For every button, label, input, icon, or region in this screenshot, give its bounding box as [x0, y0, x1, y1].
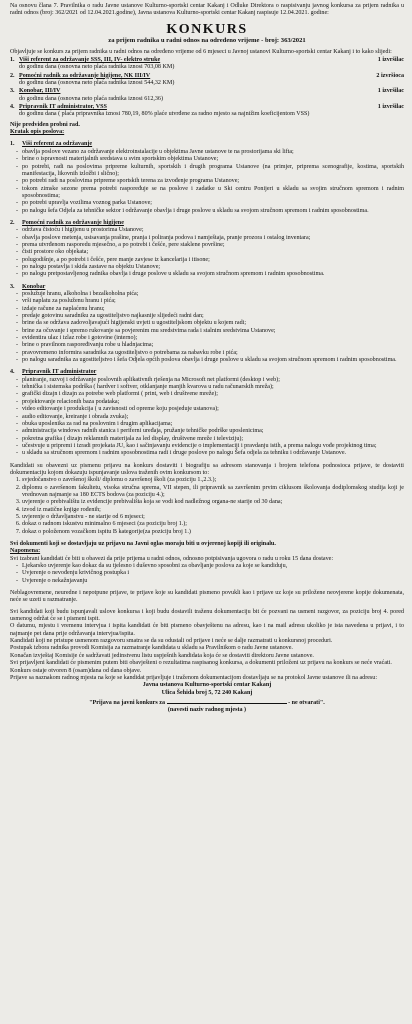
position-salary: do godinu dana (osnovna neto plaća radnika iznosi 544,32 KM)	[19, 80, 175, 87]
document-title: KONKURS	[166, 21, 248, 37]
section-heading: Pripravnik IT administrator	[22, 369, 97, 376]
napomena-item: - Uvjerenje o nekažnjavanju	[22, 578, 404, 585]
position-name: Pomoćni radnik za održavanje higijene, NK III/IV	[19, 72, 151, 79]
duty-item: - pravovremeno informira saradnika za ugostiteljstvo o potrebama za nabavku robe i pića;	[22, 350, 404, 357]
duty-item: - administracija windows radnih stanica i periferni uređaja, pružanje tehničke podrške uposlenicima;	[22, 428, 404, 435]
documents-list	[10, 477, 404, 536]
section-heading: Viši referent za održavanje	[22, 141, 93, 148]
duty-item: - po nalogu postavlja i skida zastave na objektu Ustanove;	[22, 264, 404, 271]
duty-item: - po potrebi, radi na poslovima pripreme kulturnih, sportskih i drugih programa Ustanove (na primjer, priprema scenografije, kostima, sportskih manifestacija, likovnih izložbi i slično);	[22, 164, 404, 179]
napomena-text: Svi izabrani kandidati će biti u obavezi da prije prijema u radni odnos, odnosno potpisivanja ugovora o radu u roku 15 dana dostave:	[10, 555, 334, 562]
document-item: 5. uvjerenje o državljanstvu - ne starije od 6 mjeseci;	[22, 514, 404, 521]
position-salary: do godinu dana ( plaća pripravnika iznosi 780,19, 80% plaće utvrđene za radno mjesto sa najnižim koeficijentom VSS)	[19, 111, 310, 118]
duty-item: - po nalogu pretpostavljenog radnika obavlja i druge poslove u skladu sa svojom stručnom spremom i radnim sposobnostima.	[22, 271, 404, 278]
position-salary: do godinu dana (osnovna neto plaća radnika iznosi 703,08 KM)	[19, 64, 175, 71]
section-heading-row	[10, 284, 404, 291]
document-item: 1. svjedočanstvo o završenoj školi/ diplomu o završenoj školi (za poziciju 1.,2.3.);	[22, 477, 404, 484]
envelope-note: (navesti naziv radnog mjesta )	[167, 707, 247, 714]
duty-item: - obavlja poslove vezano za održavanje elektroinstalacije u objektima Javne ustanove te na prostorijama ski lifta;	[22, 149, 404, 156]
document-subtitle: za prijem radnika u radni odnos na određeno vrijeme - broj: 363/2021	[108, 36, 306, 44]
position-name: Viši referent za održavanje SSS, III, IV- elektro struke	[19, 57, 161, 64]
section-duties	[10, 149, 404, 215]
position-salary: do godinu dana (osnovna neto plaća radnika iznosi 612,36)	[19, 95, 164, 102]
duty-item: - polugodišnje, a po potrebi i češće, pere manje zavjese iz kancelarija i itisone;	[22, 257, 404, 264]
section-heading-row	[10, 220, 404, 227]
section-number: 1.	[10, 141, 15, 148]
closing-paragraphs	[10, 590, 404, 682]
positions-list	[10, 57, 404, 119]
position-name: Konobar, III/IV	[19, 88, 61, 95]
closing-paragraph: Konkurs ostaje otvoren 8 (osam)dana od dana objave.	[10, 667, 142, 674]
duty-item: - čisti prostore oko objekata;	[22, 249, 404, 256]
address-line-1: Javna ustanova Kulturno-sportski centar Kakanj	[142, 682, 272, 689]
document-item: 6. dokaz o radnom iskustvu minimalno 6 mjeseci (za poziciju broj 1.);	[22, 521, 404, 528]
napomena-item: - Uvjerenje o nevođenju krivičnog postupka i	[22, 570, 404, 577]
probni-rad-note: Nije predviđen probni rad.	[10, 121, 80, 128]
duty-item: - brine za očuvanje i spremo rukovanje sa povjerenim mu sredstvima rada i stalnim sredstvima Ustanove;	[22, 328, 404, 335]
duty-item: - po nalogu saradnika za ugostiteljstvo i šefa Odjela općih poslova obavlja i druge poslove u skladu sa svojom stručnom spremom i radnim sposobnostima.	[22, 357, 404, 364]
duty-item: - brine da se održava zadovoljavajući higijenski uvjeti u ugostiteljskom objektu u kojem radi;	[22, 320, 404, 327]
position-number: 1.	[10, 57, 15, 64]
position-body	[19, 104, 404, 119]
closing-paragraph: Postupak izbora radnika provodi Komisija za razmatranje kandidata u skladu sa Pravilnikom o radu Javne ustanove.	[10, 645, 293, 652]
intro-paragraph: Na osnovu člana 7. Pravilnika o radu Javne ustanove Kulturno-sportski centar Kakanj i Odluke Direktora o raspisivanju javnog konkursa za prijem radnika u radni odnos (broj: 362/2021 od 12.04.2021.godine), Javna ustanova Kulturno-sportski centar Kakanj raspisuje 12.04.2021. godine:	[10, 3, 404, 17]
duty-item: - poslužuje hranu, alkoholna i bezalkoholna pića;	[22, 291, 404, 298]
position-item	[10, 73, 404, 88]
envelope-blank-line	[167, 697, 287, 704]
duty-item: - obuka uposlenika za rad na poslovnim i drugim aplikacijama;	[22, 421, 404, 428]
section-duties	[10, 227, 404, 278]
copies-heading: Svi dokumenti koji se dostavljaju uz prijavu na Javni oglas moraju biti u ovjerenoj kopiji ili originalu.	[10, 541, 276, 547]
duty-item: - brine o pravilnom raspoređivanju robe u hladnjacima;	[22, 342, 404, 349]
document-item: 3. uvjerenje o prebivalištu iz evidencije prebivališta koja se vodi kod nadležnog organa-ne starije od 30 dana;	[22, 499, 404, 506]
duty-item: - audio editovanje, kreiranje i obrada zvuka);	[22, 414, 404, 421]
position-count: 1 izvršilac	[377, 88, 404, 95]
duty-item: - obavlja poslove metenja, usisavanja prašine, pranja i poliranja podova i namještaja, pranje prozora i ostalog inventara;	[22, 235, 404, 242]
napomena-list	[10, 563, 404, 585]
duty-item: - planiranje, razvoj i održavanje poslovnih aplikativnih rješenja na Microsoft net platformi (desktop i web);	[22, 377, 404, 384]
closing-paragraph: O datumu, mjestu i vremenu intervjua i ispita kandidati će biti pismeno obavještenu na adresu, kao i na mail adresu ukoliko je ista navedena u prijavi, i to najmanje pet dana prije održavanja intervjua/ispita.	[10, 623, 404, 637]
section-heading: Pomoćni radnik za održavanje higijene	[22, 219, 124, 226]
job-descriptions	[10, 141, 404, 457]
duty-item: - u skladu sa stručnom spremom i radnim sposobnostima radi i druge poslove po nalogu Šefa odjela za tehniku i održavanje Ustanove.	[22, 450, 404, 457]
position-body	[19, 57, 404, 72]
section-heading: Konobar	[22, 283, 46, 290]
duty-item: - projektovanje relacionih baza podataka;	[22, 399, 404, 406]
position-item	[10, 57, 404, 72]
position-title-row	[19, 88, 404, 95]
position-body	[19, 88, 404, 103]
address-line-2: Ulica Šehida broj 5, 72 240 Kakanj	[161, 689, 253, 696]
closing-paragraph: Kandidati koji ne pristupe usmenom razgovoru smatra se da su odustali od prijave i neće se dalje razmatrati u konkursnoj proceduri.	[10, 638, 333, 645]
duty-item: - video editovanje i produkcija ( u zavisnosti od opreme koju posjeduje ustanova);	[22, 406, 404, 413]
section-number: 2.	[10, 219, 15, 226]
napomena-item: - Ljekarsko uvjerenje kao dokaz da su tjelesno i duševno sposobni za obavljanje poslova za koje se kandiduju,	[22, 563, 404, 570]
position-name: Pripravnik IT administrator, VSS	[19, 104, 107, 111]
position-title-row	[19, 73, 404, 80]
position-body	[19, 73, 404, 88]
position-count: 1 izvršilac	[377, 57, 404, 64]
position-item	[10, 88, 404, 103]
position-count: 1 izvršilac	[377, 104, 404, 111]
duty-item: - evidentira ulaz i izlaz robe i gotovine (interno);	[22, 335, 404, 342]
duty-item: - tehnička i sistemska podrška ( hardver i softver, otklanjanje manjih kvarova u radu računarskih mreža);	[22, 384, 404, 391]
duty-item: - po potrebi upravlja vozilima voznog parka Ustanove;	[22, 200, 404, 207]
section-number: 3.	[10, 283, 15, 290]
duty-item: - po potrebi radi na poslovima pripreme sportskih terena za izvođenje programa Ustanove;	[22, 178, 404, 185]
duty-item: - pokretna grafika ( dizajn reklamnih materijala za led display, društvene mreže i televiziju);	[22, 436, 404, 443]
section-duties	[10, 377, 404, 458]
position-number: 4.	[10, 104, 15, 111]
closing-paragraph: Svi kandidati koji budu ispunjavali uslove konkursa i koji budu dostavili traženu dokumentaciju bit će pozvani na usmeni razgovor, za poziciju broj 4. pored usmenog održat će se i pismeni ispit.	[10, 608, 404, 623]
duty-item: - grafički dizajn i dizajn za potrebe web platformi ( print, web i društvene mreže);	[22, 391, 404, 398]
section-duties	[10, 291, 404, 364]
position-item	[10, 104, 404, 119]
document-item: 7. dokaz o položenom vozačkom ispitu B kategorije(za poziciju broj 1.)	[22, 529, 404, 536]
duty-item: - predaje gotovinu saradniku za ugostiteljstvo najkasnije slijedeći radni dan;	[22, 313, 404, 320]
section-heading-row	[10, 369, 404, 376]
closing-paragraph: Konačan izvještaj Komisije će sadržavati jedinstvenu listu uspješnih kandidata koja će se dostaviti direktoru Javne ustanove.	[10, 652, 314, 659]
duty-item: - brine o ispravnosti materijalnih sredstava u svim sportskim objektima Ustanove;	[22, 156, 404, 163]
position-count: 2 izvršioca	[376, 72, 404, 79]
duty-item: - prema utvrđenom rasporedu mjesečno, a po potrebi i češće, pere staklene površine;	[22, 242, 404, 249]
closing-paragraph: Svi prijavljeni kandidati će pismenim putem biti obavješteni o rezultatima raspisanog konkursa, a dokumenti priloženi uz prijavu na konkurs se neće vraćati.	[10, 660, 392, 667]
position-number: 2.	[10, 72, 15, 79]
section-heading-row	[10, 141, 404, 148]
duty-item: - po nalogu šefa Odjela za tehničke sektor i održavanje obavlja i druge poslove u skladu sa svojom stručnom spremom i radnim sposobnostima.	[22, 208, 404, 215]
closing-paragraph: Neblagovremene, neuredne i nepotpune prijave, te prijave koje su kandidati pismeno povukli kao i prijave uz koje su priložene neovjerene kopije dokumenata, neće se uzeti u razmatranje.	[10, 590, 404, 604]
duty-item: - vrši naplatu za posluženu hranu i pića;	[22, 298, 404, 305]
position-number: 3.	[10, 88, 15, 95]
envelope-suffix: - ne otvarati".	[288, 699, 325, 706]
envelope-prefix: "Prijava na javni konkurs za	[89, 699, 166, 706]
duty-item: - učestvuje u pripremi i izradi projekata JU, kao i sačinjavanju evidencije o implementaciji i pravdanju istih, a prema nalogu vođe projektnog tima;	[22, 443, 404, 450]
section-number: 4.	[10, 369, 15, 376]
napomena-label: Napomena:	[10, 548, 41, 555]
closing-paragraph: Prijave sa naznakom radnog mjesta na koje se kandidat prijavljuje i traženom dokumentacijom dostavljaju se na protokol Javne ustanove ili na adresu:	[10, 674, 378, 681]
document-item: 2. diplomu o završenom fakultetu, visoka stručna sprema, VII stepen, ili pripravnik sa završenim prvim ciklusom školovanja dodiplomskog studija koji je vrednovan najmanje sa 180 ECTS bodova (za poziciju 4.);	[22, 485, 404, 500]
document-item: 4. izvod iz matične knjige rođenih;	[22, 507, 404, 514]
duty-item: - izdaje račune za naplaćenu hranu;	[22, 306, 404, 313]
documents-intro: Kandidati su obavezni uz pismenu prijavu na konkurs dostaviti i biografiju sa adresom stanovanja i brojem telefona podnosioca prijave, te dostaviti dokumentaciju kojom dokazuju ispunjavanje uslova traženih ovim konkursom to:	[10, 462, 404, 476]
kratak-opis-heading: Kratak opis poslova:	[10, 129, 65, 136]
publication-paragraph: Objavljuje se konkurs za prijem radnika u radni odnos na određeno vrijeme od 6 mjeseci u Javnoj ustanovi Kulturno-sportski centar Kakanj i to kako slijedi:	[10, 48, 392, 55]
envelope-label	[10, 697, 404, 707]
duty-item: - održava čistoću i higijenu u prostorima Ustanove;	[22, 227, 404, 234]
duty-item: - tokom zimske sezone prema potrebi raspoređuje se na poslove i zadatke u Ski centru Ponijeri u skladu sa svojim stručnom spremom i radnim sposobnostima;	[22, 186, 404, 201]
